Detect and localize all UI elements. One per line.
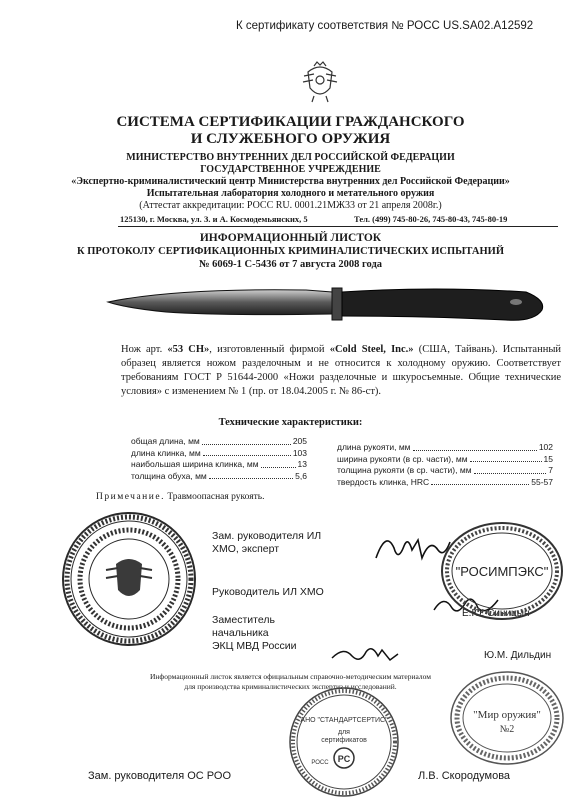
spec-row	[337, 454, 553, 466]
footer-note-line1: Информационный листок является официальным справочно-методическим материалом	[150, 672, 431, 681]
desc-part1: Нож арт.	[121, 344, 168, 355]
standartsertis-dlya: для	[338, 729, 350, 736]
deputy-head-line2: ХМО, эксперт	[212, 543, 280, 555]
deputy-head-title	[212, 530, 321, 556]
specs-right-column	[337, 442, 553, 488]
note-text: Травмоопасная рукоять.	[167, 492, 265, 502]
spec-row	[131, 436, 307, 448]
signatory-name-2: Ю.М. Дильдин	[484, 650, 552, 661]
spec-label: общая длина, мм	[131, 436, 200, 446]
deputy-chief-line1: Заместитель	[212, 614, 275, 626]
spec-row	[337, 477, 553, 489]
spec-value: 102	[538, 442, 553, 452]
standartsertis-ross: РОСС	[311, 760, 329, 766]
mir-oruzhiya-label: "Мир оружия"	[473, 709, 541, 721]
mir-oruzhiya-number: №2	[499, 724, 515, 735]
spec-row	[131, 448, 307, 460]
spec-label: толщина рукояти (в ср. части), мм	[337, 465, 472, 476]
spec-value: 205	[292, 436, 307, 446]
spec-label: наибольшая ширина клинка, мм	[131, 459, 259, 470]
ministry-block	[0, 152, 581, 212]
header-divider	[118, 226, 558, 227]
desc-part2: , изготовленный фирмой	[209, 344, 330, 355]
deputy-chief-line3: ЭКЦ МВД России	[212, 640, 297, 652]
info-sheet-heading	[0, 232, 581, 271]
ministry-line3: «Экспертно-криминалистический центр Министерства внутренних дел Российской Федерации»	[71, 176, 510, 187]
lab-address: 125130, г. Москва, ул. З. и А. Космодемьянских, 5	[120, 214, 308, 224]
ministry-line4: Испытательная лаборатория холодного и метательного оружия	[146, 188, 435, 199]
standartsertis-label: АНО "СТАНДАРТСЕРТИС"	[300, 717, 388, 724]
signatory-name-1: Е.Ю. Синицын	[462, 608, 530, 619]
knife-image	[106, 280, 546, 336]
system-title	[0, 114, 581, 148]
note-label: Примечание.	[96, 492, 165, 502]
lab-head-title: Руководитель ИЛ ХМО	[212, 586, 324, 598]
info-sheet-subtitle: К ПРОТОКОЛУ СЕРТИФИКАЦИОННЫХ КРИМИНАЛИСТИЧЕСКИХ ИСПЫТАНИЙ	[77, 246, 504, 257]
ministry-line2: ГОСУДАРСТВЕННОЕ УЧРЕЖДЕНИЕ	[200, 164, 381, 175]
rosimpex-label: "РОСИМПЭКС"	[455, 564, 549, 579]
spec-label: твердость клинка, HRC	[337, 476, 430, 487]
standartsertis-sert: сертификатов	[321, 737, 367, 744]
specs-title: Технические характеристики:	[218, 417, 363, 428]
spec-label: длина рукояти, мм	[337, 442, 411, 452]
deputy-head-line1: Зам. руководителя ИЛ	[212, 530, 322, 542]
mir-oruzhiya-stamp	[448, 668, 566, 768]
note	[96, 492, 264, 502]
specs-left-column	[131, 436, 307, 482]
spec-value: 55-57	[531, 476, 553, 487]
spec-row	[131, 459, 307, 471]
certificate-reference: К сертификату соответствия № РОСС US.SA02.A12592	[236, 20, 534, 32]
info-sheet-title: ИНФОРМАЦИОННЫЙ ЛИСТОК	[199, 232, 382, 244]
russian-coat-of-arms-icon	[300, 60, 340, 104]
rosimpex-stamp	[440, 520, 565, 622]
ministry-line1: МИНИСТЕРСТВО ВНУТРЕННИХ ДЕЛ РОССИЙСКОЙ ФЕДЕРАЦИИ	[126, 152, 455, 163]
spec-value: 103	[292, 447, 307, 458]
product-description	[121, 343, 561, 399]
spec-value: 13	[297, 459, 307, 470]
standartsertis-stamp	[284, 684, 404, 799]
spec-row	[131, 471, 307, 483]
desc-part3: (США, Тайвань). Испытанный образец является ножом разделочным и не относится к холодному оружию. Соответствует требованиям ГОСТ Р 51644-2000 «Ножи разделочные и шкуросъемные. Общие технические условия» с изменением № 1 (пр. от 18.04.2005 г. № 86-ст).	[121, 344, 561, 397]
spec-row	[337, 442, 553, 454]
info-sheet-number: № 6069-1 С-5436 от 7 августа 2008 года	[198, 259, 383, 270]
system-title-line1: СИСТЕМА СЕРТИФИКАЦИИ ГРАЖДАНСКОГО	[116, 114, 465, 130]
spec-label: длина клинка, мм	[131, 447, 201, 458]
spec-label: толщина обуха, мм	[131, 470, 207, 481]
spec-label: ширина рукояти (в ср. части), мм	[337, 453, 468, 464]
os-roo-deputy-title: Зам. руководителя ОС РОО	[88, 770, 232, 782]
article-number: «53 CH»	[167, 344, 210, 355]
os-roo-signatory-name: Л.В. Скородумова	[418, 770, 511, 782]
lab-phone: Тел. (499) 745-80-26, 745-80-43, 745-80-19	[354, 214, 508, 224]
spec-value: 15	[543, 453, 553, 464]
spec-value: 7	[548, 465, 553, 476]
system-title-line2: И СЛУЖЕБНОГО ОРУЖИЯ	[190, 131, 391, 147]
deputy-chief-title	[212, 614, 297, 653]
mvd-round-seal	[60, 510, 198, 648]
spec-value: 5,6	[295, 470, 307, 481]
svg-text:PC: PC	[337, 754, 351, 764]
spec-row	[337, 465, 553, 477]
footer-note-line2: для производства криминалистических экспертиз и исследований.	[184, 682, 397, 691]
signature-3	[330, 640, 400, 670]
ministry-line5: (Аттестат аккредитации: РОСС RU. 0001.21МЖ33 от 21 апреля 2008г.)	[139, 200, 442, 211]
deputy-chief-line2: начальника	[212, 627, 269, 639]
manufacturer: «Cold Steel, Inc.»	[329, 344, 414, 355]
